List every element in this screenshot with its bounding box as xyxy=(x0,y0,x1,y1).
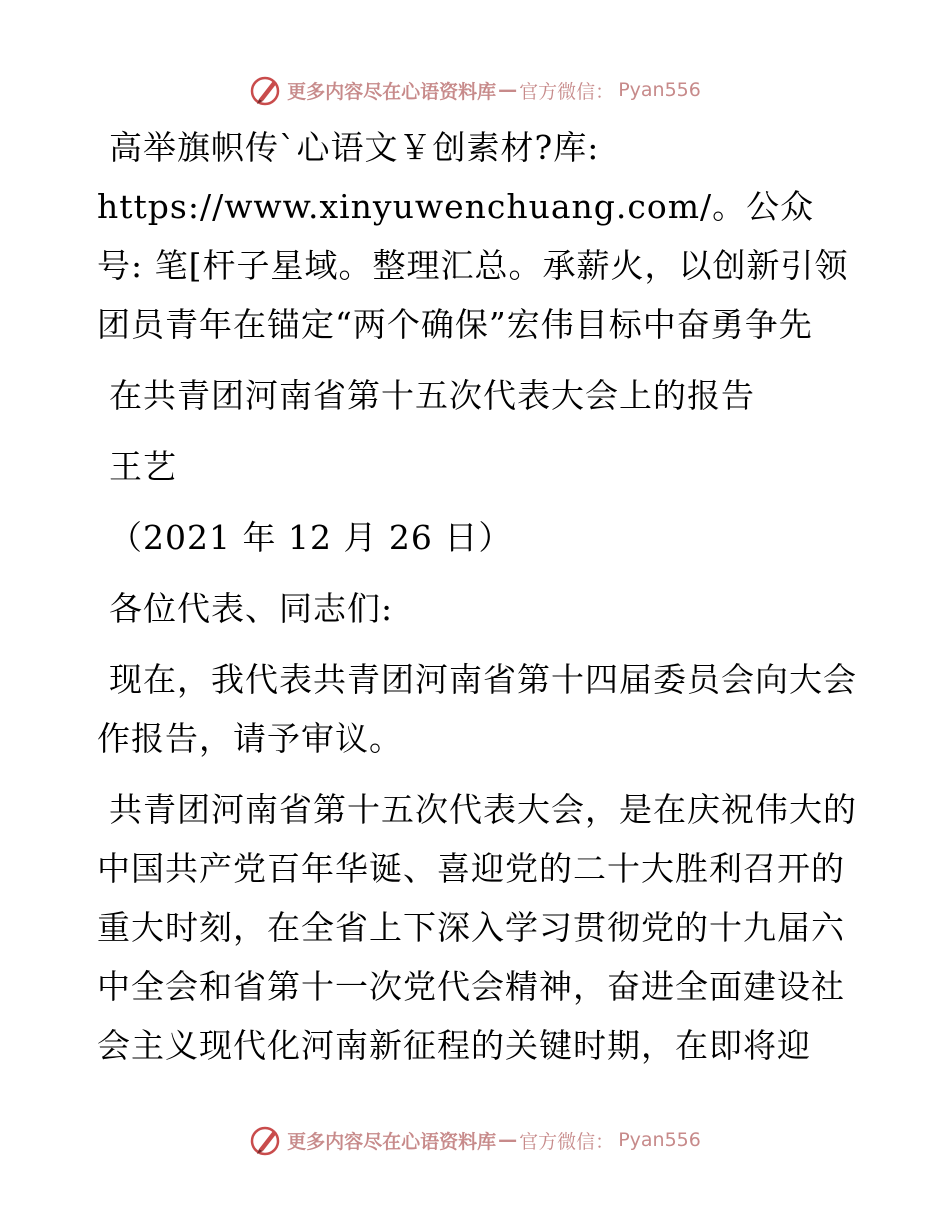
salutation: 各位代表、同志们: xyxy=(109,589,394,628)
footer-watermark-banner xyxy=(0,1120,950,1160)
paragraph-2: 共青团河南省第十五次代表大会，是在庆祝伟大的中国共产党百年华诞、喜迎党的二十大胜利召开的重大时刻，在全省上下深入学习贯彻党的十九届六中全会和省第十一次党代会精神，奋进全面建设社会主义现代化河南新征程的关键时期，在即将迎 xyxy=(97,790,857,1065)
report-subtitle: 在共青团河南省第十五次代表大会上的报告 xyxy=(109,376,755,415)
pen-logo-icon xyxy=(249,1123,283,1157)
banner-text: 更多内容尽在心语资料库 xyxy=(287,1130,497,1153)
banner-separator: — xyxy=(498,79,518,101)
banner-wechat-label: 官方微信： xyxy=(519,1130,615,1153)
banner-separator: — xyxy=(498,1129,518,1151)
document-body xyxy=(97,118,857,1075)
banner-wechat-id: Pyan556 xyxy=(618,79,701,101)
report-date: （2021 年 12 月 26 日） xyxy=(109,518,513,557)
author-name: 王艺 xyxy=(109,447,177,486)
pen-logo-icon xyxy=(249,73,283,107)
banner-text: 更多内容尽在心语资料库 xyxy=(287,80,497,103)
intro-paragraph: 高举旗帜传`心语文￥创素材?库: https://www.xinyuwenchuang.com/。公众号: 笔[杆子星域。整理汇总。承薪火，以创新引领团员青年在锚定“两个确保”宏伟目标中奋勇争先 xyxy=(97,128,849,344)
banner-wechat-id: Pyan556 xyxy=(618,1129,701,1151)
paragraph-1: 现在，我代表共青团河南省第十四届委员会向大会作报告，请予审议。 xyxy=(97,660,857,758)
header-watermark-banner xyxy=(0,70,950,110)
banner-wechat-label: 官方微信： xyxy=(519,80,615,103)
